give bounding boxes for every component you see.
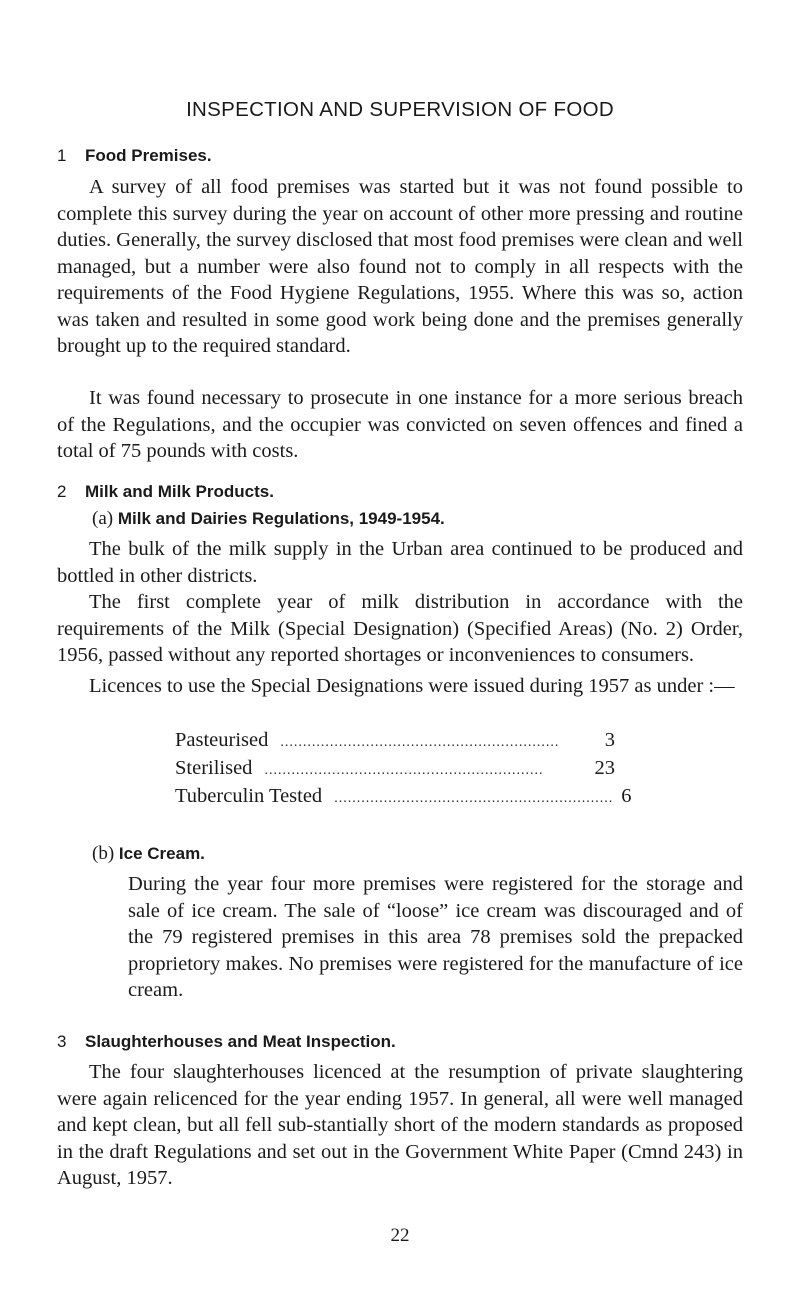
licence-label: Sterilised — [175, 757, 253, 779]
subsection-a-title: Milk and Dairies Regulations, 1949-1954. — [117, 509, 445, 528]
list-item — [175, 785, 632, 813]
licence-count: 23 — [594, 757, 615, 779]
licence-label: Tuberculin Tested — [175, 785, 323, 807]
ice-cream-paragraph: During the year four more premises were registered for the storage and sale of ice cream. The sale of “loose” ice cream was discouraged and of the 79 registered premises in this area 78 premises sold the prepacked proprietory makes. No premises were registered for the manufacture of ice cream. — [128, 873, 743, 1001]
section-3-heading — [57, 1032, 396, 1052]
section-2-heading — [57, 482, 274, 502]
milk-paragraph-3: Licences to use the Special Designations were issued during 1957 as under :— — [89, 675, 735, 697]
section-2-title: Milk and Milk Products. — [85, 482, 274, 501]
section-2-number: 2 — [57, 482, 67, 501]
section-3-number: 3 — [57, 1032, 67, 1051]
leader-dots: .............................................................. — [264, 763, 544, 778]
section-1-heading — [57, 146, 212, 166]
section-1-number: 1 — [57, 146, 67, 165]
subsection-b-label: (b) — [92, 843, 115, 864]
subsection-a-heading — [92, 508, 445, 530]
milk-paragraph-2: The first complete year of milk distribution in accordance with the requirements of the Milk (Special Designation) (Specified Areas) (No. 2) Order, 1956, passed without any reported shortages or inconveniences to consumers. — [57, 591, 743, 666]
list-item — [175, 729, 615, 757]
subsection-b-title: Ice Cream. — [118, 844, 205, 863]
page-number: 22 — [390, 1225, 410, 1246]
section-1-paragraph-2: It was found necessary to prosecute in one instance for a more serious breach of the Regulations, and the occupier was convicted on seven offences and fined a total of 75 pounds with costs. — [57, 387, 743, 462]
leader-dots: .............................................................. — [280, 735, 560, 750]
section-3-title: Slaughterhouses and Meat Inspection. — [85, 1032, 396, 1051]
milk-paragraph-1: The bulk of the milk supply in the Urban area continued to be produced and bottled in other districts. — [57, 538, 743, 587]
subsection-b-heading — [92, 843, 205, 865]
licences-list — [175, 729, 632, 813]
licence-label: Pasteurised — [175, 729, 269, 751]
page-title: INSPECTION AND SUPERVISION OF FOOD — [186, 98, 614, 121]
section-1-paragraph-1: A survey of all food premises was started but it was not found possible to complete this survey during the year on account of other more pressing and routine duties. Generally, the survey disclosed that most food premises were clean and well managed, but a number were also found not to comply in all respects with the requirements of the Food Hygiene Regulations, 1955. Where this was so, action was taken and resulted in some good work being done and the premises generally brought up to the required standard. — [57, 176, 743, 357]
list-item — [175, 757, 615, 785]
subsection-a-label: (a) — [92, 508, 114, 529]
licence-count: 6 — [621, 785, 632, 807]
section-1-title: Food Premises. — [85, 146, 212, 165]
leader-dots: .............................................................. — [334, 791, 614, 806]
licence-count: 3 — [604, 729, 615, 751]
section-3-paragraph: The four slaughterhouses licenced at the resumption of private slaughtering were again relicenced for the year ending 1957. In general, all were well managed and kept clean, but all fell sub-stantially short of the modern standards as proposed in the draft Regulations and set out in the Government White Paper (Cmnd 243) in August, 1957. — [57, 1061, 743, 1189]
